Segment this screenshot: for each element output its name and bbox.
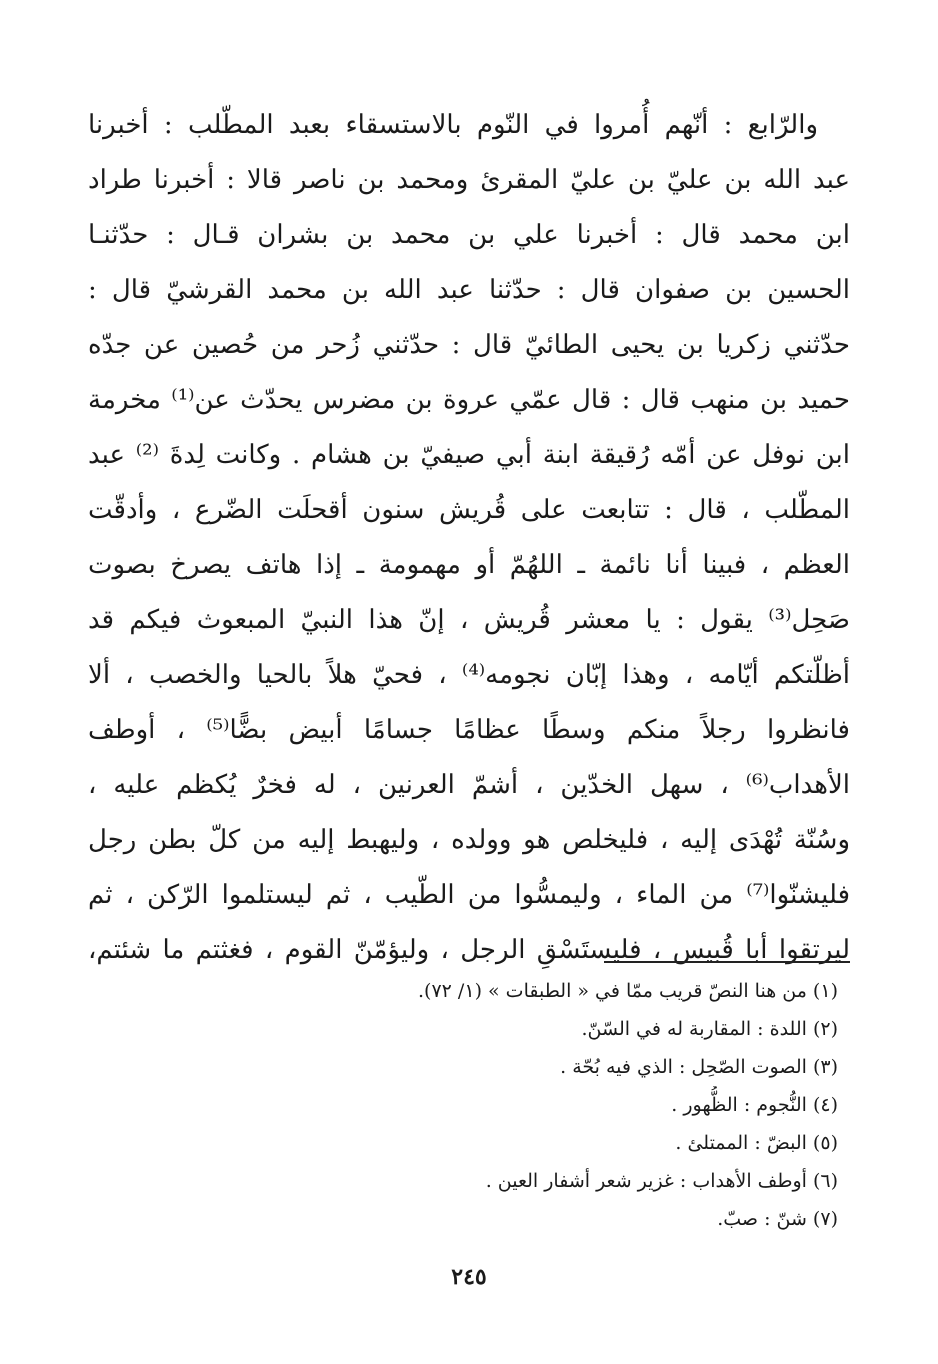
text-line: العظم ، فبينا أنا نائمة ـ اللهُمّ أو مهمومة ـ إذا هاتف يصرخ بصوت [88,550,850,580]
text-line: الأهداب⁽⁶⁾ ، سهل الخدّين ، أشمّ العرنين ، له فخرٌ يُكظم عليه ، [88,770,850,800]
text-line: ابن محمد قال : أخبرنا علي بن محمد بن بشران قـال : حدّثنـا [88,220,850,250]
text-line: ابن نوفل عن أمّه رُقيقة ابنة أبي صيفيّ بن هشام . وكانت لِدةَ ⁽²⁾ عبد [88,440,850,470]
text-line: حميد بن منهب قال : قال عمّي عروة بن مضرس يحدّث عن⁽¹⁾ مخرمة [88,385,850,415]
text-line: فانظروا رجلاً منكم وسطًا عظامًا جسامًا أبيض بضًّا⁽⁵⁾ ، أوطف [88,715,850,745]
text-line: ليرتقوا أبا قُبيس ، فليستَسْقِ الرجل ، وليؤمّنّ القوم ، فغثتم ما شئتم، [88,935,850,965]
footnotes [98,972,838,1238]
footnote-divider [604,961,850,963]
text-line: وسُنّة تُهْدَى إليه ، فليخلص هو وولده ، وليهبط إليه من كلّ بطن رجل [88,825,850,855]
text-line: المطّلب ، قال : تتابعت على قُريش سنون أقحلَت الضّرع ، وأدقّت [88,495,850,525]
text-line: عبد الله بن عليّ بن عليّ المقرئ ومحمد بن ناصر قالا : أخبرنا طراد [88,165,850,195]
footnote-item: (٣) الصوت الصّحِل : الذي فيه بُحّة . [560,1056,838,1078]
text-line: أظلّتكم أيّامه ، وهذا إبّان نجومه⁽⁴⁾ ، فحيّ هلاً بالحيا والخصب ، ألا [88,660,850,690]
page-number: ٢٤٥ [451,1264,487,1290]
footnote-item: (٦) أوطف الأهداب : غزير شعر أشفار العين . [485,1170,838,1192]
main-text [88,98,850,978]
footnote-item: (٥) البضّ : الممتلئ . [675,1132,838,1154]
footnote-item: (٢) اللدة : المقاربة له في السّنّ. [581,1018,838,1040]
text-line: حدّثني زكريا بن يحيى الطائيّ قال : حدّثني زُحر من حُصين عن جدّه [88,330,850,360]
footnote-item: (١) من هنا النصّ قريب ممّا في « الطبقات » (١/ ٧٢). [418,980,838,1002]
footnote-item: (٤) النُّجوم : الظُّهور . [671,1094,838,1116]
text-line: صَحِل⁽³⁾ يقول : يا معشر قُريش ، إنّ هذا النبيّ المبعوث فيكم قد [88,605,850,635]
text-line: فليشنّوا⁽⁷⁾ من الماء ، وليمسُّوا من الطّيب ، ثم ليستلموا الرّكن ، ثم [88,880,850,910]
text-line: الحسين بن صفوان قال : حدّثنا عبد الله بن محمد القرشيّ قال : [88,275,850,305]
text-line: والرّابع : أنّهم أُمروا في النّوم بالاستسقاء بعبد المطّلب : أخبرنا [88,110,818,140]
footnote-item: (٧) شنّ : صبّ. [717,1208,838,1230]
